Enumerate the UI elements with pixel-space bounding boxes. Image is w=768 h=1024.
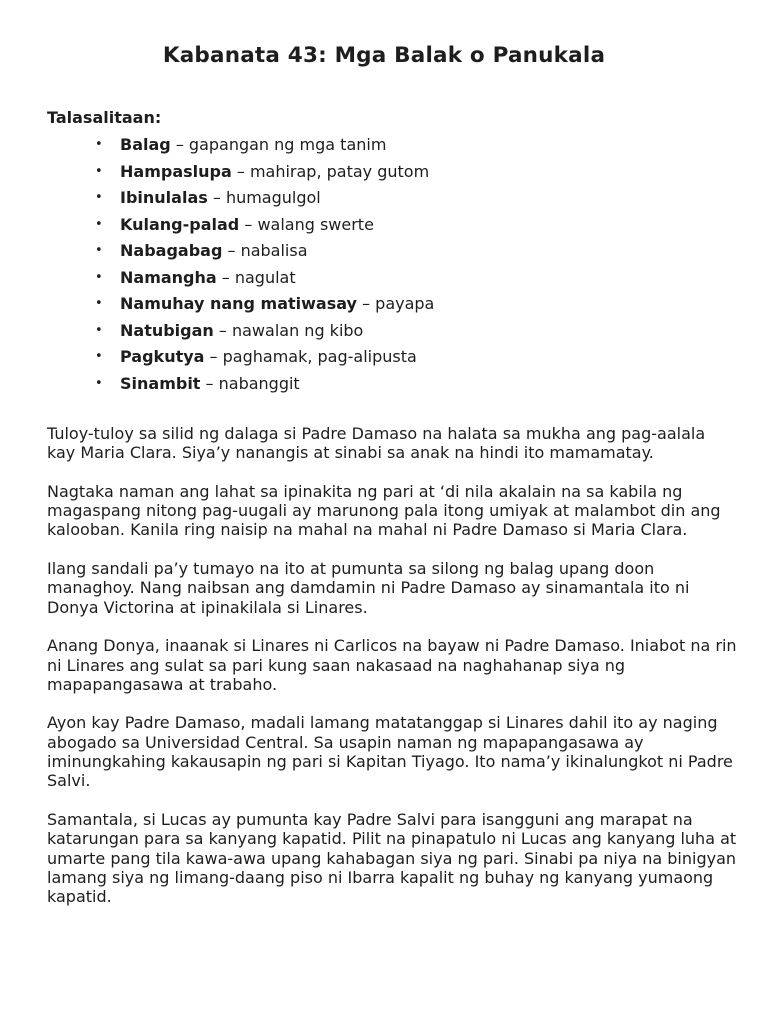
vocabulary-definition: – walang swerte <box>239 214 374 234</box>
vocabulary-term: Sinambit <box>120 373 201 393</box>
bullet-icon: • <box>95 243 103 258</box>
vocabulary-item <box>0 185 434 212</box>
bullet-icon: • <box>95 216 103 232</box>
vocabulary-definition: – gapangan ng mga tanim <box>170 135 387 154</box>
bullet-icon: • <box>95 322 103 338</box>
vocabulary-term: Pagkutya <box>120 347 205 366</box>
bullet-icon: • <box>95 349 103 364</box>
vocabulary-term: Ibinulalas <box>120 188 208 207</box>
vocabulary-item <box>0 318 434 345</box>
paragraph: Tuloy-tuloy sa silid ng dalaga si Padre Damaso na halata sa mukha ang pag-aalala kay Maria Clara. Siya’y nanangis at sinabi sa anak na hindi ito mamamatay. <box>47 424 706 463</box>
bullet-icon: • <box>95 137 103 152</box>
vocabulary-definition: – nabanggit <box>200 373 300 393</box>
vocabulary-heading: Talasalitaan: <box>47 108 162 127</box>
vocabulary-item <box>0 371 434 398</box>
vocabulary-term: Namuhay nang matiwasay <box>120 294 357 313</box>
vocabulary-definition: – nagulat <box>216 267 296 287</box>
vocabulary-definition: – nabalisa <box>222 241 308 260</box>
bullet-icon: • <box>95 375 103 391</box>
bullet-icon: • <box>95 296 103 311</box>
vocabulary-item <box>0 265 434 292</box>
vocabulary-item <box>0 344 434 371</box>
paragraph: Ilang sandali pa’y tumayo na ito at pumunta sa silong ng balag upang doon managhoy. Nang naibsan ang damdamin ni Padre Damaso ay sinamantala ito ni Donya Victorina at ipinakilala si Linares. <box>47 559 690 617</box>
vocabulary-term: Hampaslupa <box>120 161 232 181</box>
vocabulary-term: Natubigan <box>120 320 214 340</box>
bullet-icon: • <box>95 190 103 205</box>
vocabulary-item <box>0 159 434 186</box>
vocabulary-term: Namangha <box>120 267 217 287</box>
paragraph: Samantala, si Lucas ay pumunta kay Padre Salvi para isangguni ang marapat na katarungan para sa kanyang kapatid. Pilit na pinapatulo ni Lucas ang kanyang luha at umarte pang tila kawa-awa upang kahabagan siya ng pari. Sinabi pa niya na binigyan lamang siya ng limang-daang piso ni Ibarra kapalit ng buhay ng kanyang yumaong kapatid. <box>47 809 737 907</box>
vocabulary-term: Nabagabag <box>120 241 223 260</box>
vocabulary-definition: – nawalan ng kibo <box>213 320 364 340</box>
bullet-icon: • <box>95 269 103 285</box>
vocabulary-item <box>0 291 434 318</box>
vocabulary-definition: – payapa <box>356 294 435 313</box>
vocabulary-definition: – humagulgol <box>207 188 321 207</box>
vocabulary-definition: – paghamak, pag-alipusta <box>204 347 417 366</box>
vocabulary-definition: – mahirap, patay gutom <box>231 161 430 181</box>
vocabulary-list <box>0 132 434 397</box>
bullet-icon: • <box>95 163 103 179</box>
page-title: Kabanata 43: Mga Balak o Panukala <box>162 43 606 68</box>
vocabulary-term: Kulang-palad <box>120 214 240 234</box>
vocabulary-item <box>0 238 434 265</box>
vocabulary-item <box>0 212 434 239</box>
paragraph: Anang Donya, inaanak si Linares ni Carlicos na bayaw ni Padre Damaso. Iniabot na rin ni Linares ang sulat sa pari kung saan nakasaad na naghahanap siya ng mapapangasawa at trabaho. <box>47 636 737 694</box>
vocabulary-item <box>0 132 434 159</box>
paragraph: Ayon kay Padre Damaso, madali lamang matatanggap si Linares dahil ito ay naging abogado sa Universidad Central. Sa usapin naman ng mapapangasawa ay iminungkahing kakausapin ng pari si Kapitan Tiyago. Ito nama’y ikinalungkot ni Padre Salvi. <box>47 713 733 791</box>
paragraph: Nagtaka naman ang lahat sa ipinakita ng pari at ‘di nila akalain na sa kabila ng magaspang nitong pag-uugali ay marunong pala itong umiyak at malambot din ang kalooban. Kanila ring naisip na mahal na mahal ni Padre Damaso si Maria Clara. <box>47 481 721 540</box>
body-text <box>47 424 737 926</box>
vocabulary-term: Balag <box>120 135 171 154</box>
